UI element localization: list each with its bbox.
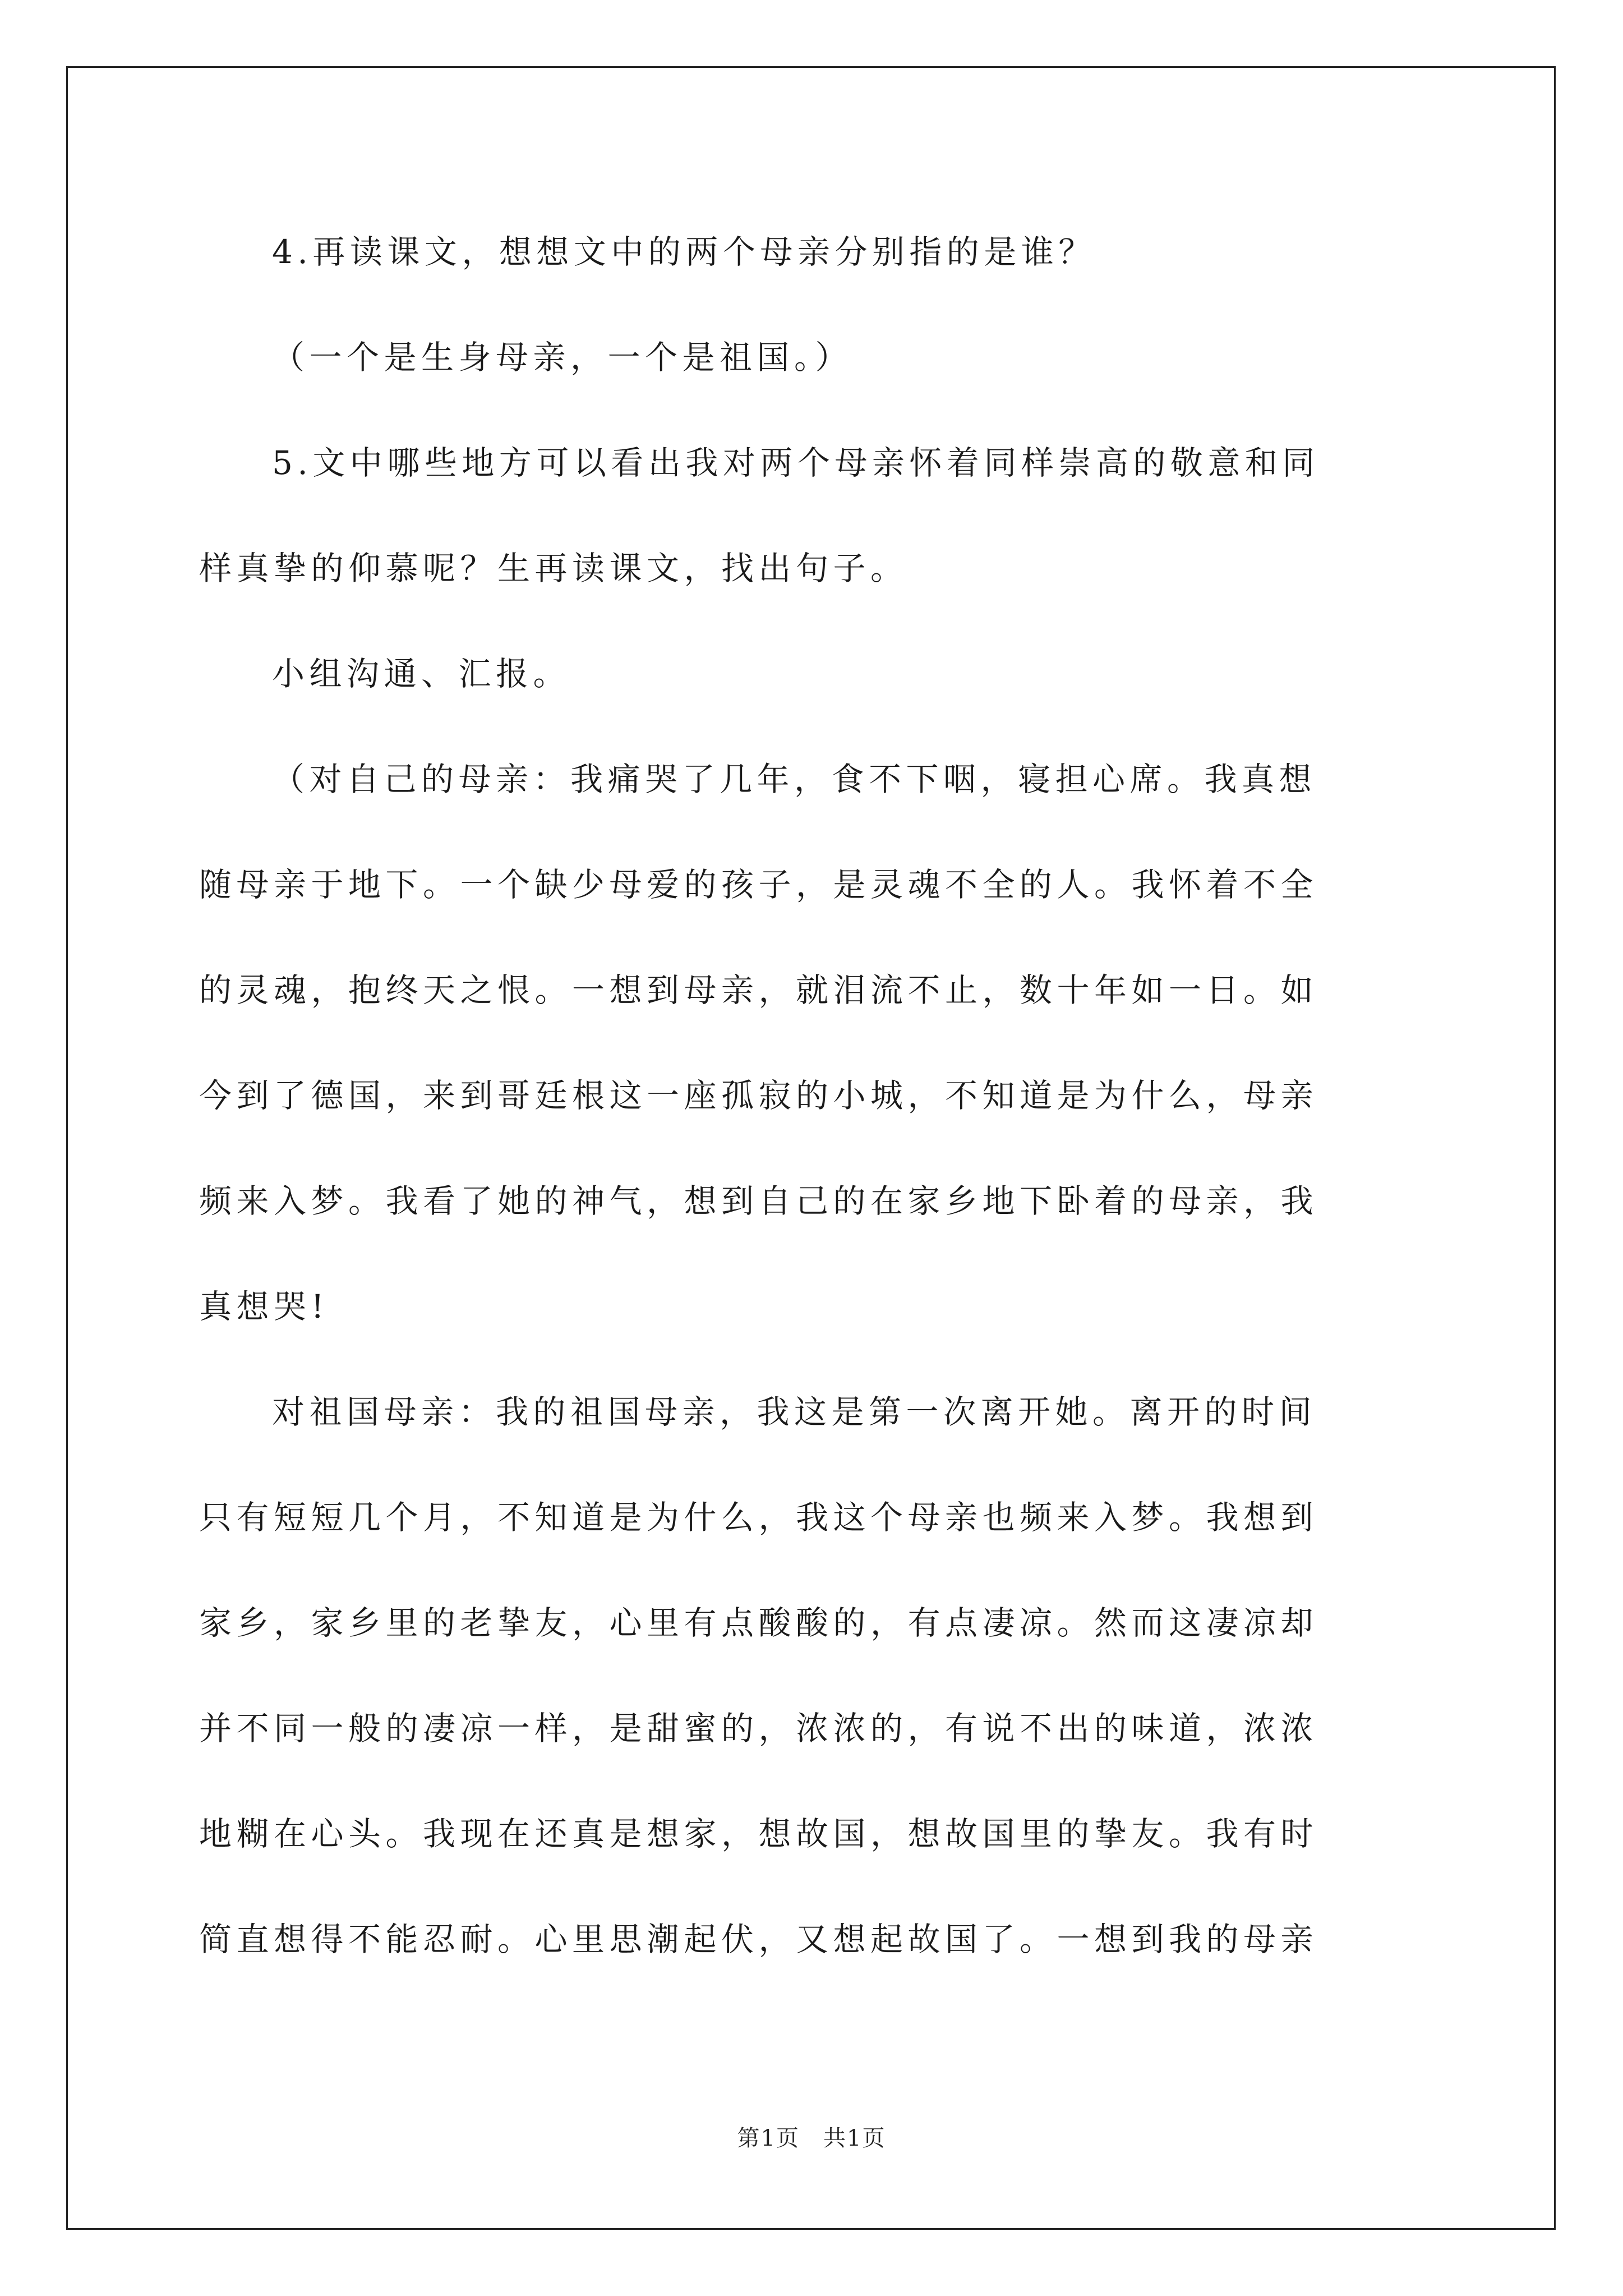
paragraph-own-mother-line-1: （对自己的母亲：我痛哭了几年，食不下咽，寝担心席。我真想 (272, 760, 1317, 798)
answer-4: （一个是生身母亲，一个是祖国。） (272, 338, 853, 376)
paragraph-motherland-line-1: 对祖国母亲：我的祖国母亲，我这是第一次离开她。离开的时间 (272, 1393, 1317, 1431)
paragraph-motherland-line-4: 并不同一般的凄凉一样，是甜蜜的，浓浓的，有说不出的味道，浓浓 (199, 1709, 1318, 1747)
paragraph-own-mother-line-3: 的灵魂，抱终天之恨。一想到母亲，就泪流不止，数十年如一日。如 (199, 971, 1318, 1009)
paragraph-motherland-line-6: 简直想得不能忍耐。心里思潮起伏，又想起故国了。一想到我的母亲 (199, 1920, 1318, 1958)
paragraph-own-mother-line-2: 随母亲于地下。一个缺少母爱的孩子，是灵魂不全的人。我怀着不全 (199, 866, 1318, 904)
paragraph-motherland-line-5: 地糊在心头。我现在还真是想家，想故国，想故国里的挚友。我有时 (199, 1815, 1318, 1853)
paragraph-own-mother-line-5: 频来入梦。我看了她的神气，想到自己的在家乡地下卧着的母亲，我 (199, 1182, 1318, 1220)
group-report-line: 小组沟通、汇报。 (272, 655, 571, 693)
paragraph-motherland-line-2: 只有短短几个月，不知道是为什么，我这个母亲也频来入梦。我想到 (199, 1498, 1318, 1536)
question-4: 4.再读课文，想想文中的两个母亲分别指的是谁？ (272, 233, 1096, 271)
question-5-line-2: 样真挚的仰慕呢？生再读课文，找出句子。 (199, 549, 908, 587)
paragraph-motherland-line-3: 家乡，家乡里的老挚友，心里有点酸酸的，有点凄凉。然而这凄凉却 (199, 1604, 1318, 1642)
page-number-footer: 第1页 共1页 (737, 2125, 886, 2151)
page-border (66, 66, 1556, 2230)
paragraph-own-mother-line-4: 今到了德国，来到哥廷根这一座孤寂的小城，不知道是为什么，母亲 (199, 1076, 1318, 1115)
paragraph-own-mother-line-6: 真想哭! (199, 1287, 329, 1326)
question-5-line-1: 5.文中哪些地方可以看出我对两个母亲怀着同样崇高的敬意和同 (272, 444, 1320, 482)
